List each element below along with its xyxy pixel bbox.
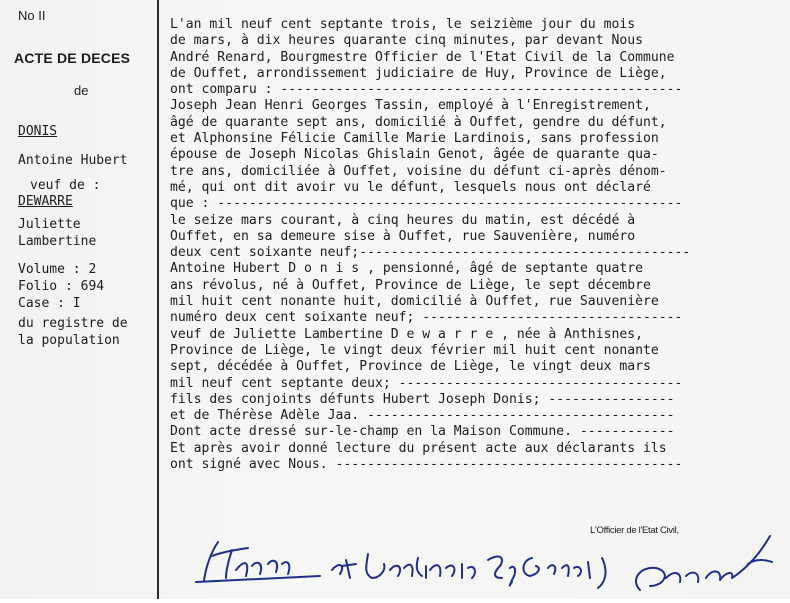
body-line: Dont acte dressé sur-le-champ en la Maison Commune. ------------ [170, 424, 675, 440]
body-line: Province de Liège, le vingt deux février mil huit cent nonante [170, 342, 659, 358]
veuf-label: veuf de : [30, 178, 101, 193]
officer-label: L'Officier de l'Etat Civil, [590, 525, 679, 536]
margin-column [0, 0, 157, 599]
body-line: et de Thérèse Adèle Jaa. --------------------------------------- [170, 408, 675, 424]
body-line: de mars, à dix heures quarante cinq minutes, par devant Nous [170, 33, 643, 49]
spouse-given-1: Juliette [18, 217, 81, 232]
registre-line-2: la population [18, 333, 120, 348]
volume-entry: Volume : 2 [18, 262, 97, 277]
folio-entry: Folio : 694 [18, 279, 105, 294]
body-line: sept, décédée à Ouffet, Province de Liège, le vingt deux mars [170, 359, 651, 375]
body-line: épouse de Joseph Nicolas Ghislain Genot, âgée de quarante qua- [170, 147, 659, 163]
body-line: âgé de quarante sept ans, domicilié à Ouffet, gendre du défunt, [170, 114, 667, 130]
body-line: Antoine Hubert D o n i s , pensionné, âgé de septante quatre [170, 261, 643, 277]
act-title: ACTE DE DECES [14, 50, 131, 66]
signatures [160, 520, 790, 599]
body-line: André Renard, Bourgmestre Officier de l'Etat Civil de la Commune [170, 49, 675, 65]
body-line: deux cent soixante neuf;------------------------------------------ [170, 245, 691, 261]
handwritten-signatures [160, 520, 790, 599]
body-line: ont signé avec Nous. -------------------------------------------- [170, 457, 683, 473]
body-line: Joseph Jean Henri Georges Tassin, employé à l'Enregistrement, [170, 98, 651, 114]
body-line: ans révolus, né à Ouffet, Province de Liège, le sept décembre [170, 277, 651, 293]
spouse-given-2: Lambertine [18, 234, 97, 249]
body-line: fils des conjoints défunts Hubert Joseph Donis; ---------------- [170, 391, 675, 407]
body-line: mé, qui ont dit avoir vu le défunt, lesquels nous ont déclaré [170, 179, 651, 195]
act-number: No II [18, 8, 46, 23]
body-line: mil huit cent nonante huit, domicilié à Ouffet, rue Sauvenière [170, 294, 659, 310]
body-line: et Alphonsine Félicie Camille Marie Lardinois, sans profession [170, 131, 659, 147]
deceased-surname: DONIS [18, 124, 58, 139]
body-line: L'an mil neuf cent septante trois, le seizième jour du mois [170, 17, 636, 32]
title-de: de [74, 83, 89, 98]
body-line: tre ans, domiciliée à Ouffet, voisine du défunt ci-après dénom- [170, 163, 667, 179]
body-line: veuf de Juliette Lambertine D e w a r r e , née à Anthisnes, [170, 326, 643, 342]
column-divider [157, 0, 159, 599]
body-line: Et après avoir donné lecture du présent acte aux déclarants ils [170, 440, 667, 456]
body-line: ont comparu : --------------------------------------------------- [170, 82, 683, 98]
registre-line-1: du registre de [18, 316, 128, 331]
case-entry: Case : I [18, 296, 81, 311]
body-line: de Ouffet, arrondissement judiciaire de Huy, Province de Liège, [170, 65, 667, 81]
body-line: le seize mars courant, à cinq heures du matin, est décédé à [170, 212, 636, 228]
spouse-surname: DEWARRE [18, 194, 73, 209]
deceased-given-names: Antoine Hubert [18, 153, 128, 168]
signatures-text: Tassin et Lardinois Ep. Genot J. [210, 532, 225, 533]
body-line: que : ----------------------------------------------------------- [170, 196, 683, 212]
act-body [170, 17, 782, 473]
body-line: numéro deux cent soixante neuf; --------------------------------- [170, 310, 683, 326]
body-line: mil neuf cent septante deux; ------------------------------------ [170, 375, 683, 391]
body-line: Ouffet, en sa demeure sise à Ouffet, rue Sauvenière, numéro [170, 228, 636, 244]
